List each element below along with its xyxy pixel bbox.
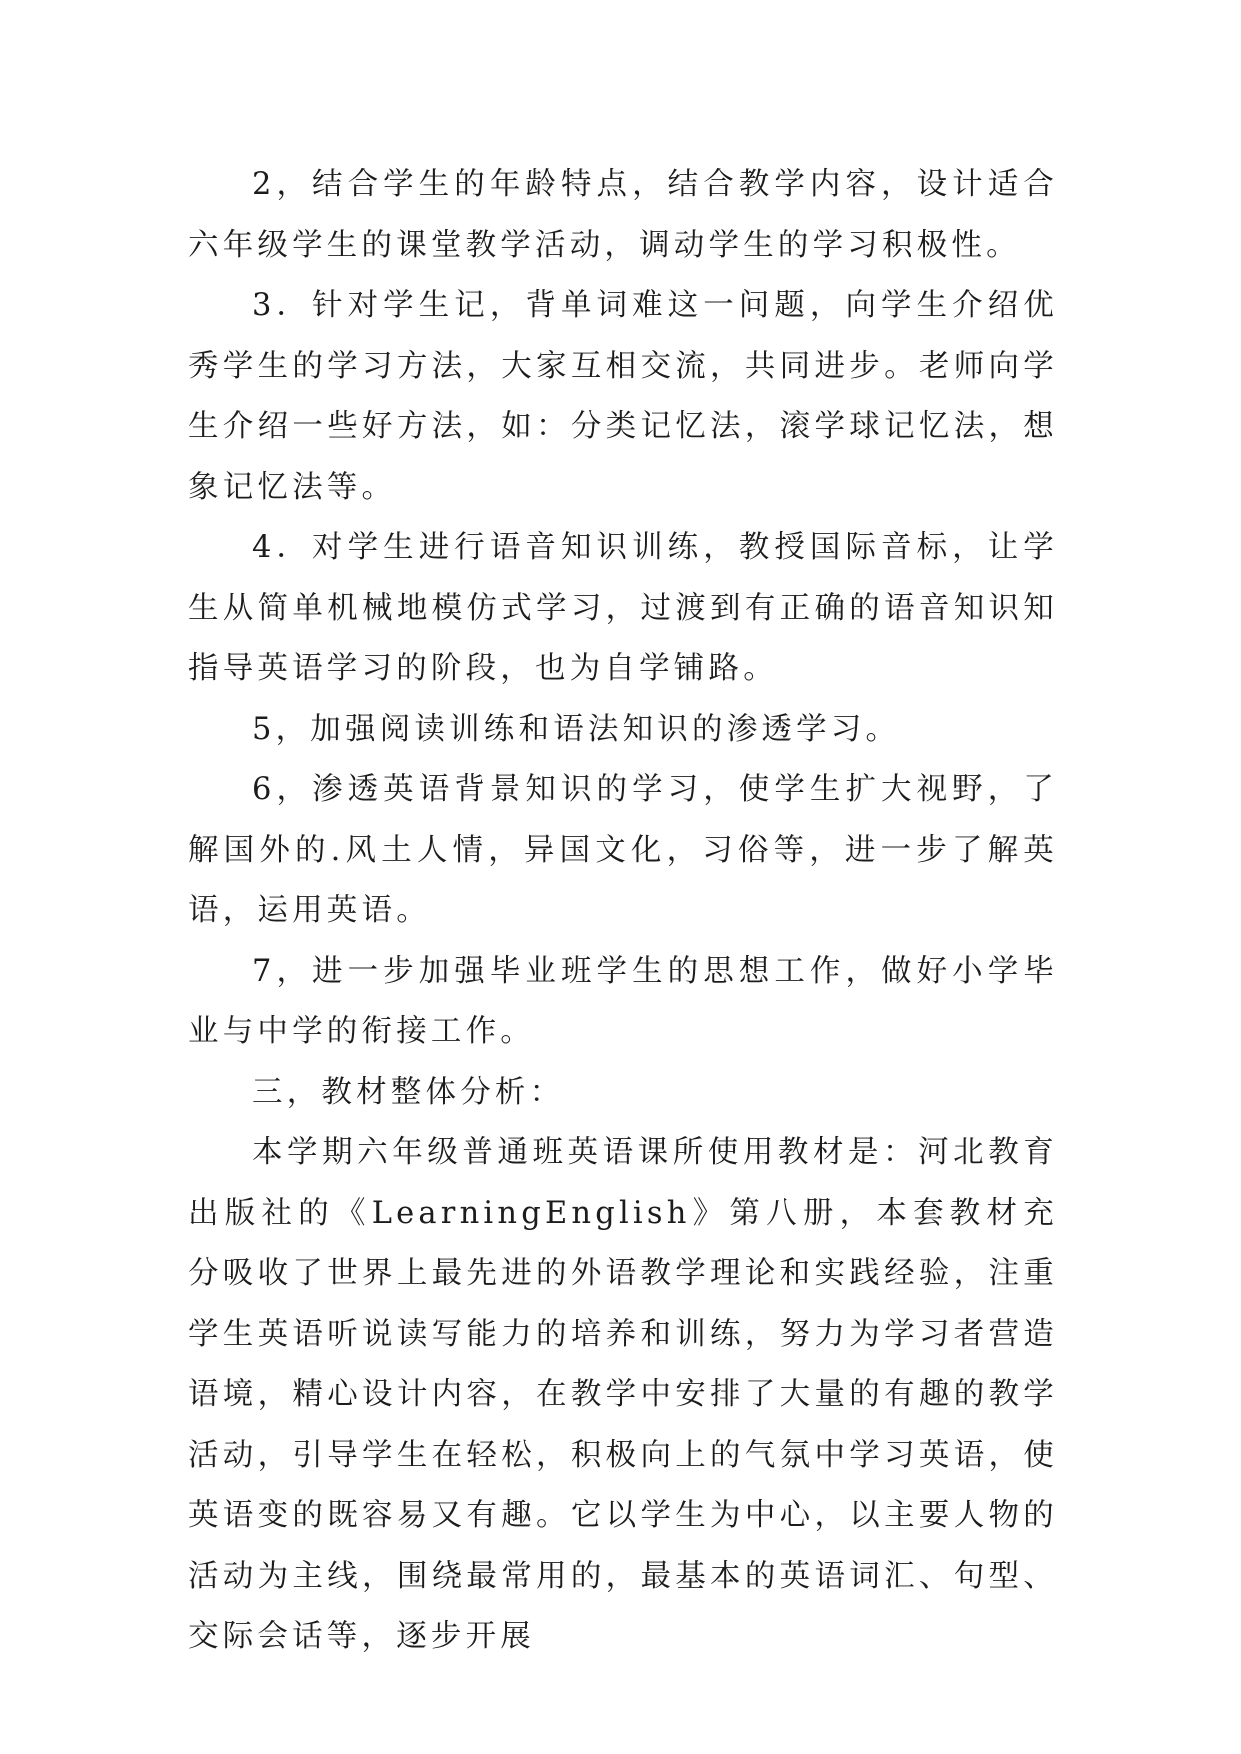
paragraph-7: 7，进一步加强毕业班学生的思想工作，做好小学毕业与中学的衔接工作。 (188, 953, 1058, 1049)
paragraph-3: 3．针对学生记，背单词难这一问题，向学生介绍优秀学生的学习方法，大家互相交流，共同进步。老师向学生介绍一些好方法，如：分类记忆法，滚学球记忆法，想象记忆法等。 (188, 288, 1058, 505)
section-heading-textbook-analysis: 三，教材整体分析： (252, 1074, 565, 1110)
paragraph-2: 2，结合学生的年龄特点，结合教学内容，设计适合六年级学生的课堂教学活动，调动学生的学习积极性。 (188, 167, 1058, 263)
paragraph-4: 4．对学生进行语音知识训练，教授国际音标，让学生从简单机械地模仿式学习，过渡到有正确的语音知识知指导英语学习的阶段，也为自学铺路。 (188, 530, 1058, 686)
paragraph-textbook-description: 本学期六年级普通班英语课所使用教材是：河北教育出版社的《LearningEnglish》第八册，本套教材充分吸收了世界上最先进的外语教学理论和实践经验，注重学生英语听说读写能力的培养和训练，努力为学习者营造语境，精心设计内容，在教学中安排了大量的有趣的教学活动，引导学生在轻松，积极向上的气氛中学习英语，使英语变的既容易又有趣。它以学生为中心，以主要人物的活动为主线，围绕最常用的，最基本的英语词汇、句型、交际会话等，逐步开展 (188, 1135, 1058, 1654)
document-body (188, 155, 1058, 1668)
paragraph-6: 6，渗透英语背景知识的学习，使学生扩大视野，了解国外的.风土人情，异国文化，习俗等，进一步了解英语，运用英语。 (188, 772, 1058, 928)
paragraph-5: 5，加强阅读训练和语法知识的渗透学习。 (252, 711, 901, 747)
